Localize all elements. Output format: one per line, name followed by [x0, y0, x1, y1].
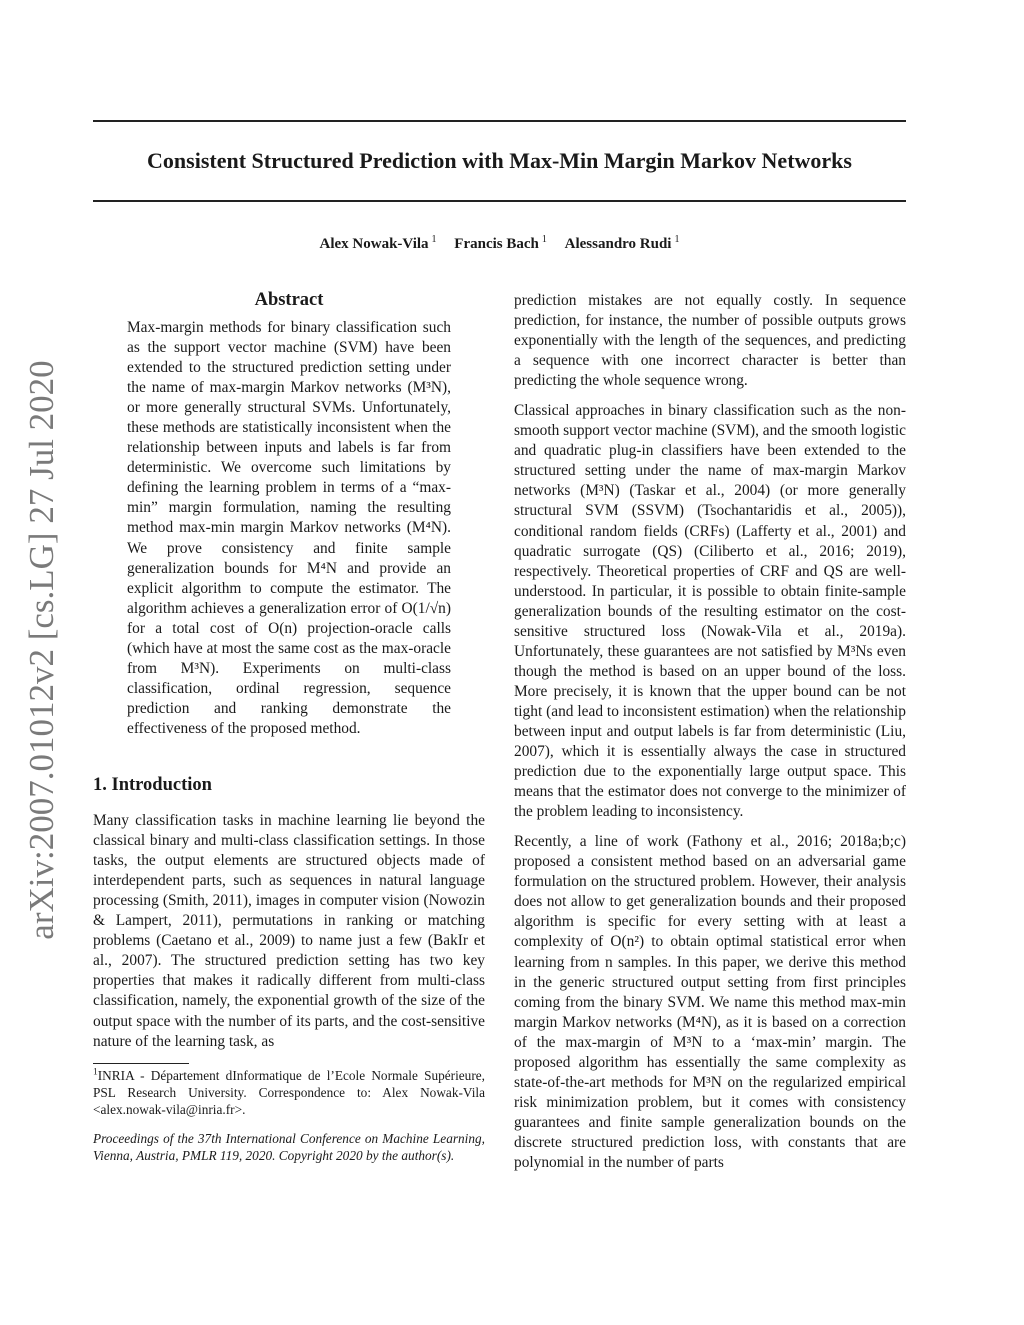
title-top-rule [93, 120, 906, 122]
author-affiliation-marker: 1 [674, 234, 680, 245]
author [454, 236, 547, 252]
footnote-rule [93, 1063, 189, 1064]
author [320, 236, 437, 252]
affiliation-footnote [93, 1067, 485, 1118]
intro-paragraph: Classical approaches in binary classification such as the non-smooth support vector machine (SVM), and the smooth logistic and quadratic plug-in classifiers have been extended to the structured setting under the name of max-margin Markov networks (M³N) (Taskar et al., 2004) (or more generally structural SVM (SSVM) (Tsochantaridis et al., 2005)), conditional random fields (CRFs) (Lafferty et al., 2001) and quadratic surrogate (QS) (Ciliberto et al., 2016; 2019), respectively. Theoretical properties of CRF and QS are well-understood. In particular, it is possible to obtain finite-sample generalization bounds of the resulting estimator on the cost-sensitive structured loss (Nowak-Vila et al., 2019a). Unfortunately, these guarantees are not satisfied by M³Ns even though the method is based on an upper bound of the loss. More precisely, it is known that the upper bound can be not tight (and lead to inconsistent estimation) when the relationship between input and output labels is far from deterministic (Liu, 2007), which it is essentially always the case in structured prediction due to the exponentially large output space. This means that the estimator does not converge to the minimizer of the problem leading to inconsistency. [514, 402, 906, 821]
intro-paragraph: Many classification tasks in machine learning lie beyond the classical binary and multi-class classification settings. In those tasks, the output elements are structured objects made of interdependent parts, such as sequences in natural language processing (Smith, 2011), images in computer vision (Nowozin & Lampert, 2011), permutations in ranking or matching problems (Caetano et al., 2009) to name just a few (BakIr et al., 2007). The structured prediction setting has two key properties that makes it radically different from multi-class classification, namely, the exponential growth of the size of the output space with the number of its parts, and the cost-sensitive nature of the learning task, as [93, 812, 485, 1050]
author-affiliation-marker: 1 [541, 234, 547, 245]
intro-paragraph: Recently, a line of work (Fathony et al., 2016; 2018a;b;c) proposed a consistent method based on an adversarial game formulation on the structured problem. However, their analysis does not allow to get generalization bounds and their proposed algorithm is specific for every setting with at least a complexity of O(n²) to obtain optimal statistical error when learning from n samples. In this paper, we derive this method in the generic structured output setting from first principles coming from the binary SVM. We name this method max-min margin Markov networks (M⁴N), as it is based on a correction of the max-margin of M³N to a ‘max-min’ margin. The proposed algorithm has essentially the same complexity as state-of-the-art methods for M³N on the regularized empirical risk minimization problem, but it comes with consistency guarantees and finite sample generalization bounds on the discrete structured prediction loss, with constants that are polynomial in the number of parts [514, 833, 906, 1171]
abstract-text: Max-margin methods for binary classification such as the support vector machine (SVM) have been extended to the structured prediction setting under the name of max-margin Markov networks (M³N), or more generally structural SVMs. Unfortunately, these methods are statistically inconsistent when the relationship between inputs and labels is far from deterministic. We overcome such limitations by defining the learning problem in terms of a “max-min” margin formulation, naming the resulting method max-min margin Markov networks (M⁴N). We prove consistency and finite sample generalization bounds for M⁴N and provide an explicit algorithm to compute the estimator. The algorithm achieves a generalization error of O(1/√n) for a total cost of O(n) projection-oracle calls (which have at most the same cost as the max-oracle from M³N). Experiments on multi-class classification, ordinal regression, sequence prediction and ranking demonstrate the effectiveness of the proposed method. [127, 319, 451, 737]
footnote-marker: 1 [93, 1067, 98, 1078]
title-bottom-rule [93, 200, 906, 202]
abstract-heading: Abstract [254, 290, 324, 310]
proceedings-note [93, 1130, 485, 1164]
proceedings-text: Proceedings of the 37th International Conference on Machine Learning, Vienna, Austria, PMLR 119, 2020. Copyright 2020 by the author(s). [93, 1130, 485, 1163]
author-list [93, 236, 906, 253]
intro-paragraph: prediction mistakes are not equally costly. In sequence prediction, for instance, the number of possible outputs grows exponentially with the length of the sequences, and predicting a sequence with one incorrect character is better than predicting the whole sequence wrong. [514, 292, 906, 390]
author-name: Francis Bach [454, 236, 539, 252]
author-affiliation-marker: 1 [431, 234, 437, 245]
section-heading-introduction: 1. Introduction [93, 774, 212, 795]
footnote-text: INRIA - Département dInformatique de l’Ecole Normale Supérieure, PSL Research University. Correspondence to: Alex Nowak-Vila <alex.nowak-vila@inria.fr>. [93, 1067, 485, 1117]
arxiv-identifier: arXiv:2007.01012v2 [cs.LG] 27 Jul 2020 [22, 360, 61, 940]
right-column [514, 291, 906, 1173]
author-name: Alex Nowak-Vila [319, 236, 429, 252]
paper-title: Consistent Structured Prediction with Max-Min Margin Markov Networks [147, 148, 852, 173]
author-name: Alessandro Rudi [564, 236, 672, 252]
left-column [93, 288, 485, 1164]
author [565, 236, 680, 252]
